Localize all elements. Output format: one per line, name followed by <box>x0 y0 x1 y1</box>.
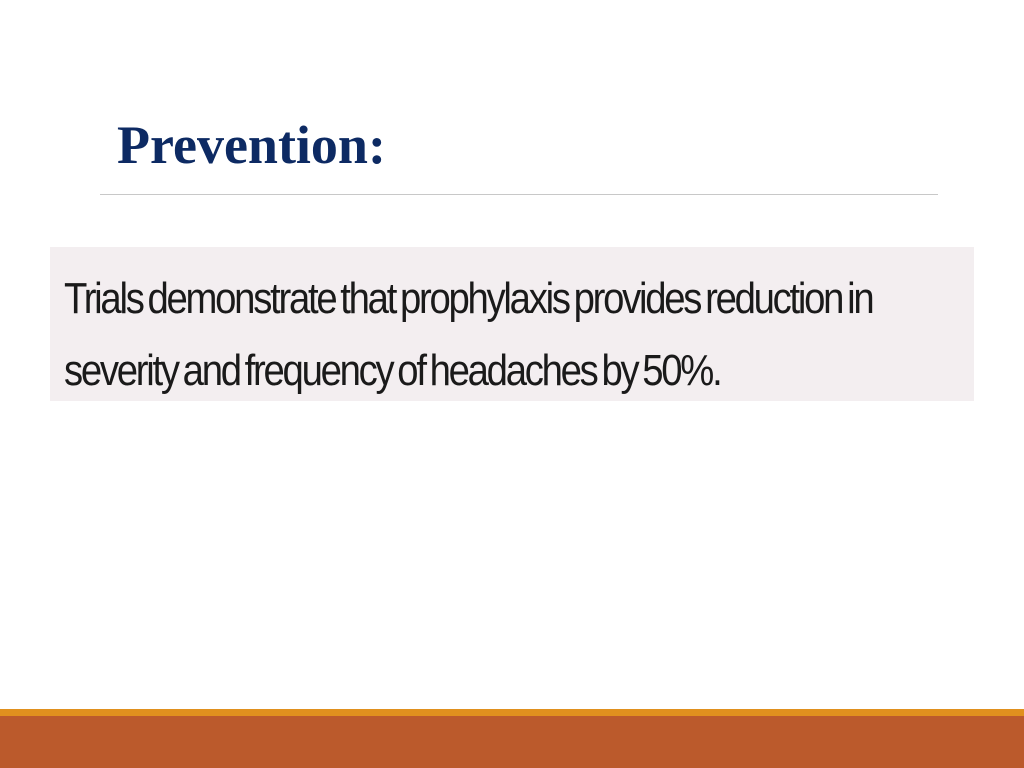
body-text: Trials demonstrate that prophylaxis provides reduction in severity and frequency of headaches by 50%. <box>64 274 873 395</box>
title-divider <box>100 194 938 195</box>
content-box <box>50 247 974 401</box>
footer-accent-stripe <box>0 709 1024 716</box>
slide-title: Prevention: <box>117 115 386 175</box>
footer-band <box>0 716 1024 768</box>
